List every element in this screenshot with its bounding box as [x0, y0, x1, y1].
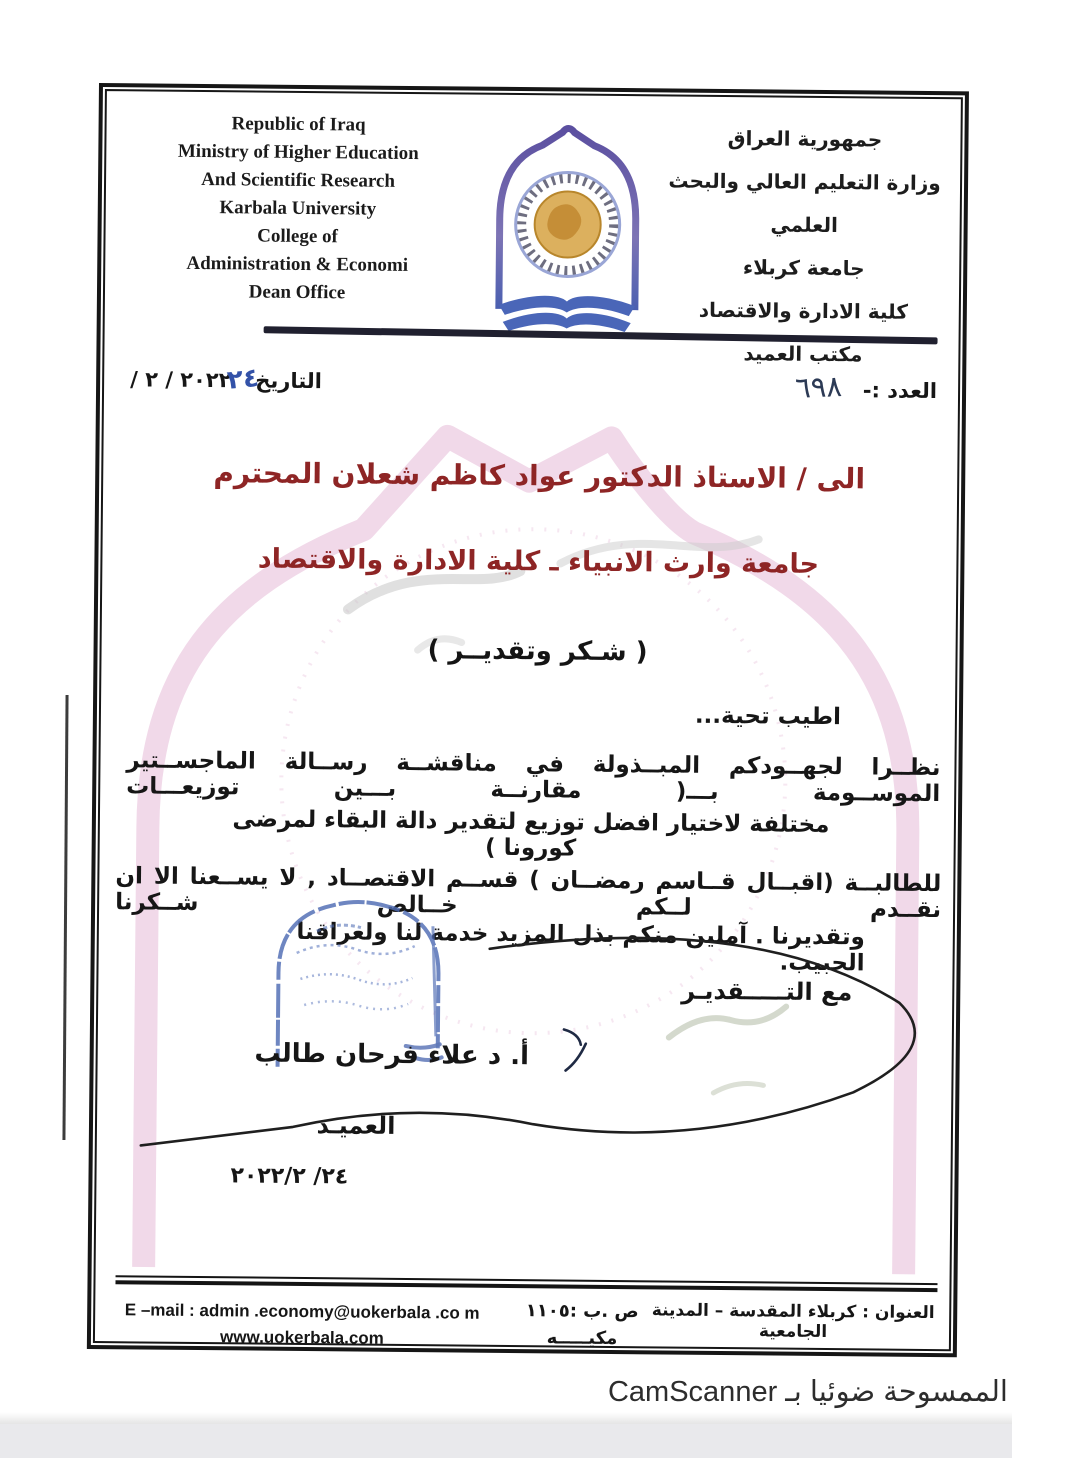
letterhead-line: Dean Office — [248, 281, 346, 304]
closing-line: مع التـــــقديـر — [681, 976, 853, 1007]
addressee-line: الى / الاستاذ الدكتور عواد كاظم شعلان المحترم — [213, 456, 866, 496]
footer-contact — [117, 1297, 487, 1353]
footer-pobox — [487, 1297, 678, 1353]
addressee-org-line: جامعة وارث الانبياء ـ كلية الادارة والاقتصاد — [257, 543, 820, 580]
number-label: العدد :- — [862, 378, 938, 404]
subject-line: ( شـكر وتقديــر ) — [427, 635, 648, 668]
body-line-1: نظــرا لجهــودكم المبــذولة في مناقشــة رســالة الماجســتير الموســومة بـــ( مقارنــة بـــين توزيعـــات — [126, 747, 941, 808]
scan-background-band — [0, 1424, 1012, 1458]
scan-edge-artifact — [62, 695, 68, 1140]
signer-name: أ. د علاء فرحان طالب — [254, 1038, 530, 1072]
letterhead-line: College of — [257, 225, 338, 248]
camscanner-watermark: الممسوحة ضوئيا بـ CamScanner — [607, 1376, 1008, 1408]
letterhead-line: Republic of Iraq — [231, 113, 366, 136]
body-line-3: للطالبــة (اقبــال قــاسم رمضــان ) قســم الاقتصــاد , لا يســعنا الا ان نقــدم لــكم خــالص شــكرنا — [115, 863, 942, 924]
number-handwritten-value: ٦٩٨ — [794, 368, 843, 405]
footer-email: E –mail : admin .economy@uokerbala .co m — [124, 1300, 480, 1323]
letterhead-line: جامعة كربلاء — [742, 255, 865, 281]
scan-shadow — [0, 1412, 1012, 1424]
letterhead-line: كلية الادارة والاقتصاد — [698, 297, 909, 324]
pobox-line: ص .ب :١١٠٥ — [525, 1300, 639, 1323]
body-line-2: مختلفة لاختيار افضل توزيع لتقدير دالة البقاء لمرضى كورونا ) — [232, 806, 830, 862]
date-label: التاريخ — [255, 368, 323, 394]
letterhead-line: Ministry of Higher Education — [177, 140, 419, 165]
footer-address: العنوان : كربلاء المقدسة – المدينة الجامعية — [651, 1300, 935, 1343]
date-handwritten-day: ٢٤ — [226, 362, 261, 396]
signer-title: العميـد — [316, 1111, 396, 1140]
signature-stroke — [91, 87, 965, 1353]
date-printed-part: / ٢ / ٢٠٢٢ — [130, 367, 232, 393]
letterhead-line: Administration & Economi — [186, 252, 409, 276]
footer-website: www.uokerbala.com — [220, 1327, 384, 1348]
letterhead-line: مكتب العميد — [743, 341, 863, 367]
letterhead-line: And Scientific Research — [201, 168, 396, 192]
greeting-line: اطيب تحية... — [694, 702, 842, 731]
letterhead-line: جمهورية العراق — [727, 126, 883, 152]
body-line-4: وتقديرنا . آملين منكم بذل المزيد خدمة لنا ولعراقنا الحبيب. — [296, 918, 865, 977]
letterhead-line: Karbala University — [219, 197, 377, 220]
document-frame — [87, 83, 969, 1357]
handwritten-date-bottom: ٢٠٢٢/٢ /٢٤ — [230, 1163, 349, 1190]
pobox-line: مكيـــــه — [546, 1327, 618, 1350]
letterhead-line: وزارة التعليم العالي والبحث العلمي — [668, 168, 941, 238]
